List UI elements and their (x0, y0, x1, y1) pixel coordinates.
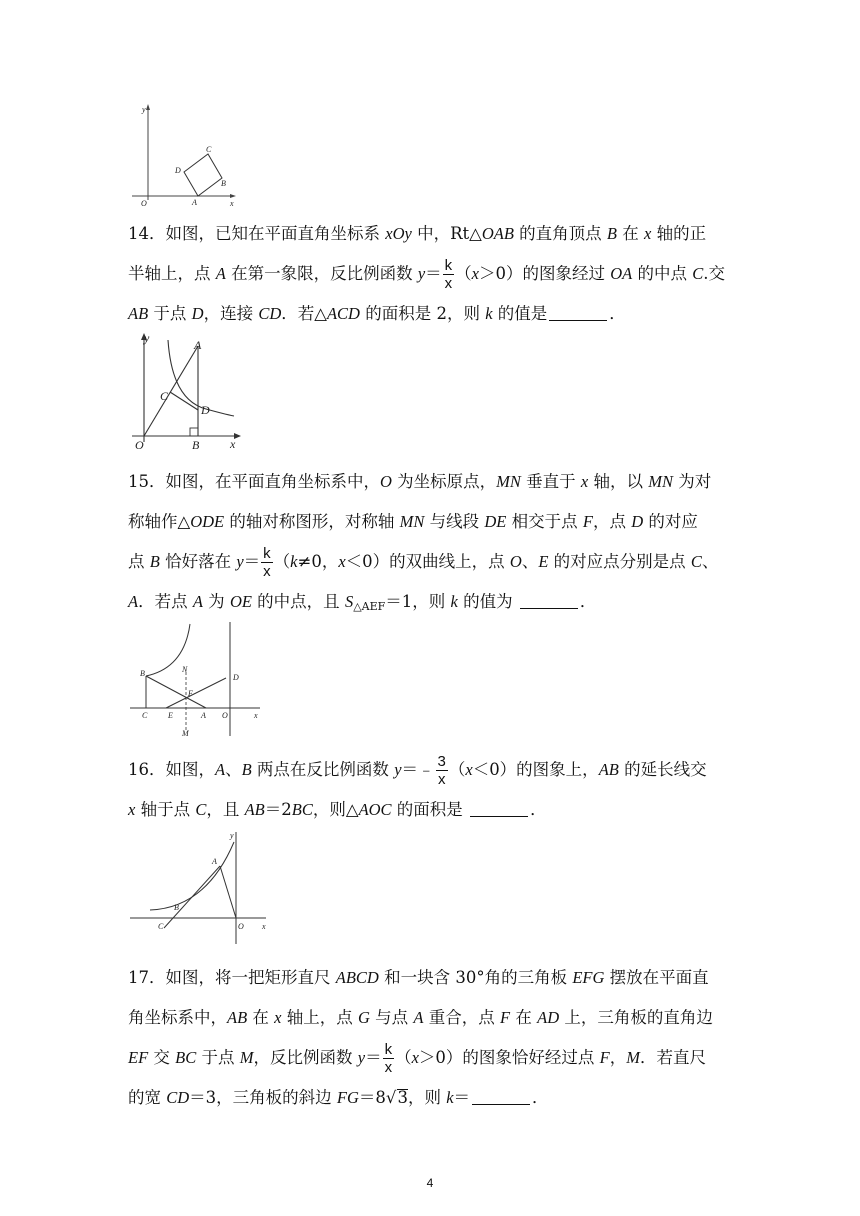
fig13-y-label: y (142, 105, 146, 114)
fig15-m-label: M (182, 729, 189, 738)
fig16-a-label: A (212, 857, 217, 866)
answer-blank[interactable] (520, 588, 578, 609)
question-14: 14．如图，已知在平面直角坐标系 xOy 中，Rt△OAB 的直角顶点 B 在 x 轴的正 半轴上，点 A 在第一象限，反比例函数 y＝ $\frac{k}{x}$ （x＞0）的图象经过 OA 的中点 C.交 AB 于点 D，连接 CD．若△ACD 的面积是 2，则 k 的值是 ． (128, 224, 726, 323)
fraction-k-over-x: $\frac{k}{x}$ (263, 545, 271, 580)
fig16-o-label: O (238, 922, 244, 931)
fig13-o-label: O (141, 199, 147, 208)
question-15: 15．如图，在平面直角坐标系中，O 为坐标原点，MN 垂直于 x 轴，以 MN 为对 称轴作△ODE 的轴对称图形，对称轴 MN 与线段 DE 相交于点 F，点 D 的对应 点 B 恰好落在 y＝ $\frac{k}{x}$ （k≠0，x＜0）的双曲线上，点 O、E 的对应点分别是点 C、 A．若点 A 为 OE 的中点，且 $S_{\triangle AEF}=1$，则 k 的值为 ． (128, 472, 719, 613)
fig14-x-label: x (230, 437, 236, 451)
fig16-x-label: x (262, 922, 266, 931)
fig16-b-label: B (174, 903, 179, 912)
fig15-a-label: A (201, 711, 206, 720)
answer-blank[interactable] (470, 796, 528, 817)
answer-blank[interactable] (549, 300, 607, 321)
fig15-n-label: N (182, 665, 188, 674)
fig14-d-label: D (201, 403, 210, 417)
fig15-c-label: C (142, 711, 148, 720)
fig14-a-label: A (194, 338, 202, 352)
fig14-o-label: O (135, 438, 144, 452)
fig15-d-label: D (233, 673, 239, 682)
fig14-y-label: y (144, 331, 150, 345)
answer-blank[interactable] (472, 1084, 530, 1105)
sqrt-symbol: √ (385, 1088, 397, 1107)
fraction-3-over-x: $\frac{3}{x}$ (437, 753, 446, 788)
fig14-b-label: B (192, 438, 200, 452)
fig14-c-label: C (160, 389, 169, 403)
figure-q14 (126, 330, 256, 452)
fig13-c-label: C (206, 145, 212, 154)
page-number: 4 (426, 1176, 434, 1190)
fig15-x-label: x (254, 711, 258, 720)
fraction-k-over-x: $\frac{k}{x}$ (444, 257, 453, 292)
fraction-k-over-x: $\frac{k}{x}$ (384, 1041, 393, 1076)
fig16-y-label: y (230, 831, 234, 840)
fig16-c-label: C (158, 922, 164, 931)
figure-q15 (126, 618, 266, 738)
figure-q16 (126, 828, 276, 946)
fig15-e-label: E (168, 711, 173, 720)
fig13-a-label: A (192, 198, 197, 207)
fig15-f-label: F (188, 689, 193, 698)
fig13-d-label: D (175, 166, 181, 175)
figure-q13 (126, 100, 246, 210)
fig15-b-label: B (140, 669, 145, 678)
fig13-b-label: B (221, 179, 226, 188)
question-16: 16．如图，A、B 两点在反比例函数 y＝﹣ $\frac{3}{x}$ （x＜0）的图象上，AB 的延长线交 x 轴于点 C，且 AB＝2BC，则△AOC 的面积是 ． (128, 753, 707, 819)
fig13-x-label: x (230, 199, 234, 208)
fig15-o-label: O (222, 711, 228, 720)
question-17: 17．如图，将一把矩形直尺 ABCD 和一块含 30°角的三角板 EFG 摆放在平面直 角坐标系中，AB 在 x 轴上，点 G 与点 A 重合，点 F 在 AD 上，三角板的直角边 EF 交 BC 于点 M，反比例函数 y＝ $\frac{k}{x}$ （x＞0）的图象恰好经过点 F，M．若直尺 的宽 CD＝3，三角板的斜边 FG＝8√3，则 k＝ ． (128, 968, 713, 1107)
